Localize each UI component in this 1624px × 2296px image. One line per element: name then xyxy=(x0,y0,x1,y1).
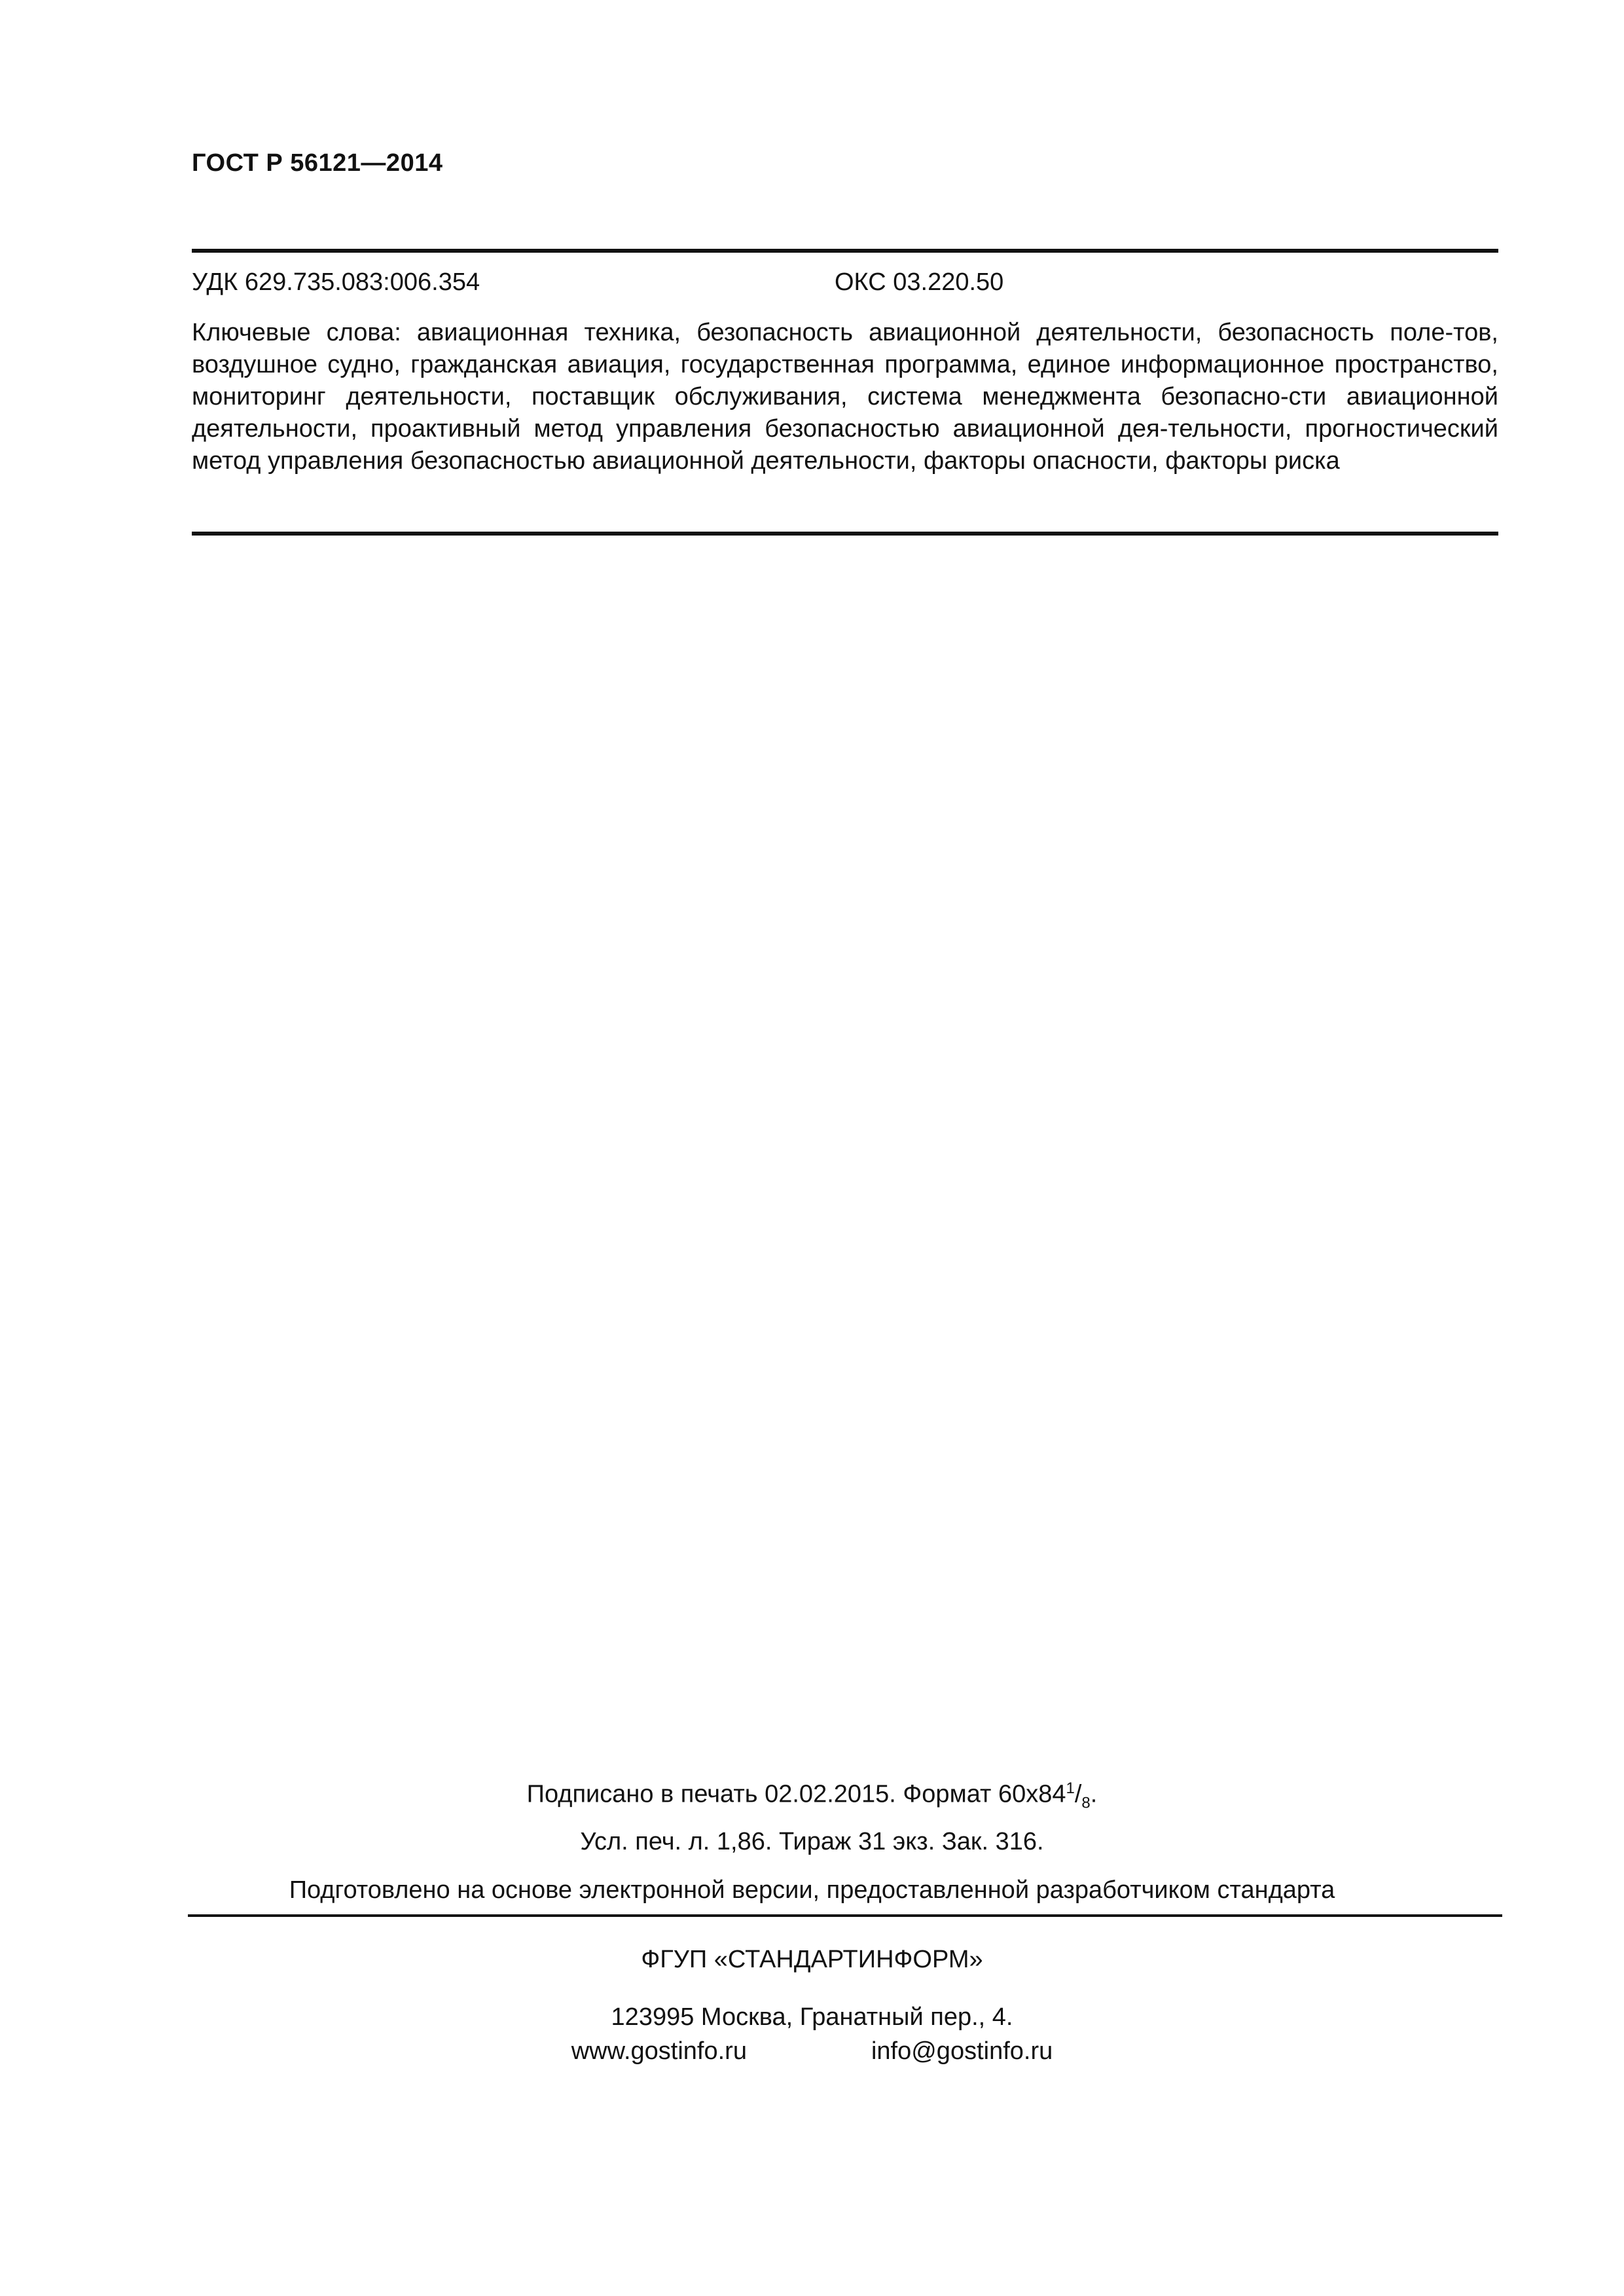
print-signed-end: . xyxy=(1090,1780,1098,1808)
keywords-paragraph: Ключевые слова: авиационная техника, безопасность авиационной деятельности, безопасность поле-тов, воздушное судно, гражданская авиация, государственная программа, единое информационное пространство, мониторинг деятельности, поставщик обслуживания, система менеджмента безопасно-сти авиационной деятельности, проактивный метод управления безопасностью авиационной дея-тельности, прогностический метод управления безопасностью авиационной деятельности, факторы опасности, факторы риска xyxy=(192,319,1498,475)
oks-code: ОКС 03.220.50 xyxy=(835,268,1004,296)
udk-code: УДК 629.735.083:006.354 xyxy=(192,268,480,296)
email-link[interactable]: info@gostinfo.ru xyxy=(871,2037,1053,2065)
print-signed-line xyxy=(0,1779,1624,1812)
format-fraction-denominator: 8 xyxy=(1081,1794,1091,1812)
imprint-divider xyxy=(188,1914,1502,1917)
prepared-note: Подготовлено на основе электронной версии, предоставленной разработчиком стандарта xyxy=(289,1876,1335,1904)
publisher-address: 123995 Москва, Гранатный пер., 4. xyxy=(611,2003,1013,2031)
publisher-name: ФГУП «СТАНДАРТИНФОРМ» xyxy=(641,1946,983,1973)
print-signed-text: Подписано в печать 02.02.2015. Формат 60х84 xyxy=(526,1780,1066,1808)
publisher-contacts xyxy=(0,2037,1624,2066)
print-info-line: Усл. печ. л. 1,86. Тираж 31 экз. Зак. 316. xyxy=(580,1828,1044,1855)
format-fraction-slash: / xyxy=(1074,1780,1082,1808)
document-code: ГОСТ Р 56121—2014 xyxy=(192,149,443,177)
website-link[interactable]: www.gostinfo.ru xyxy=(571,2037,747,2065)
format-fraction-numerator: 1 xyxy=(1066,1779,1075,1797)
keywords-divider xyxy=(192,532,1498,536)
top-divider xyxy=(192,249,1498,253)
